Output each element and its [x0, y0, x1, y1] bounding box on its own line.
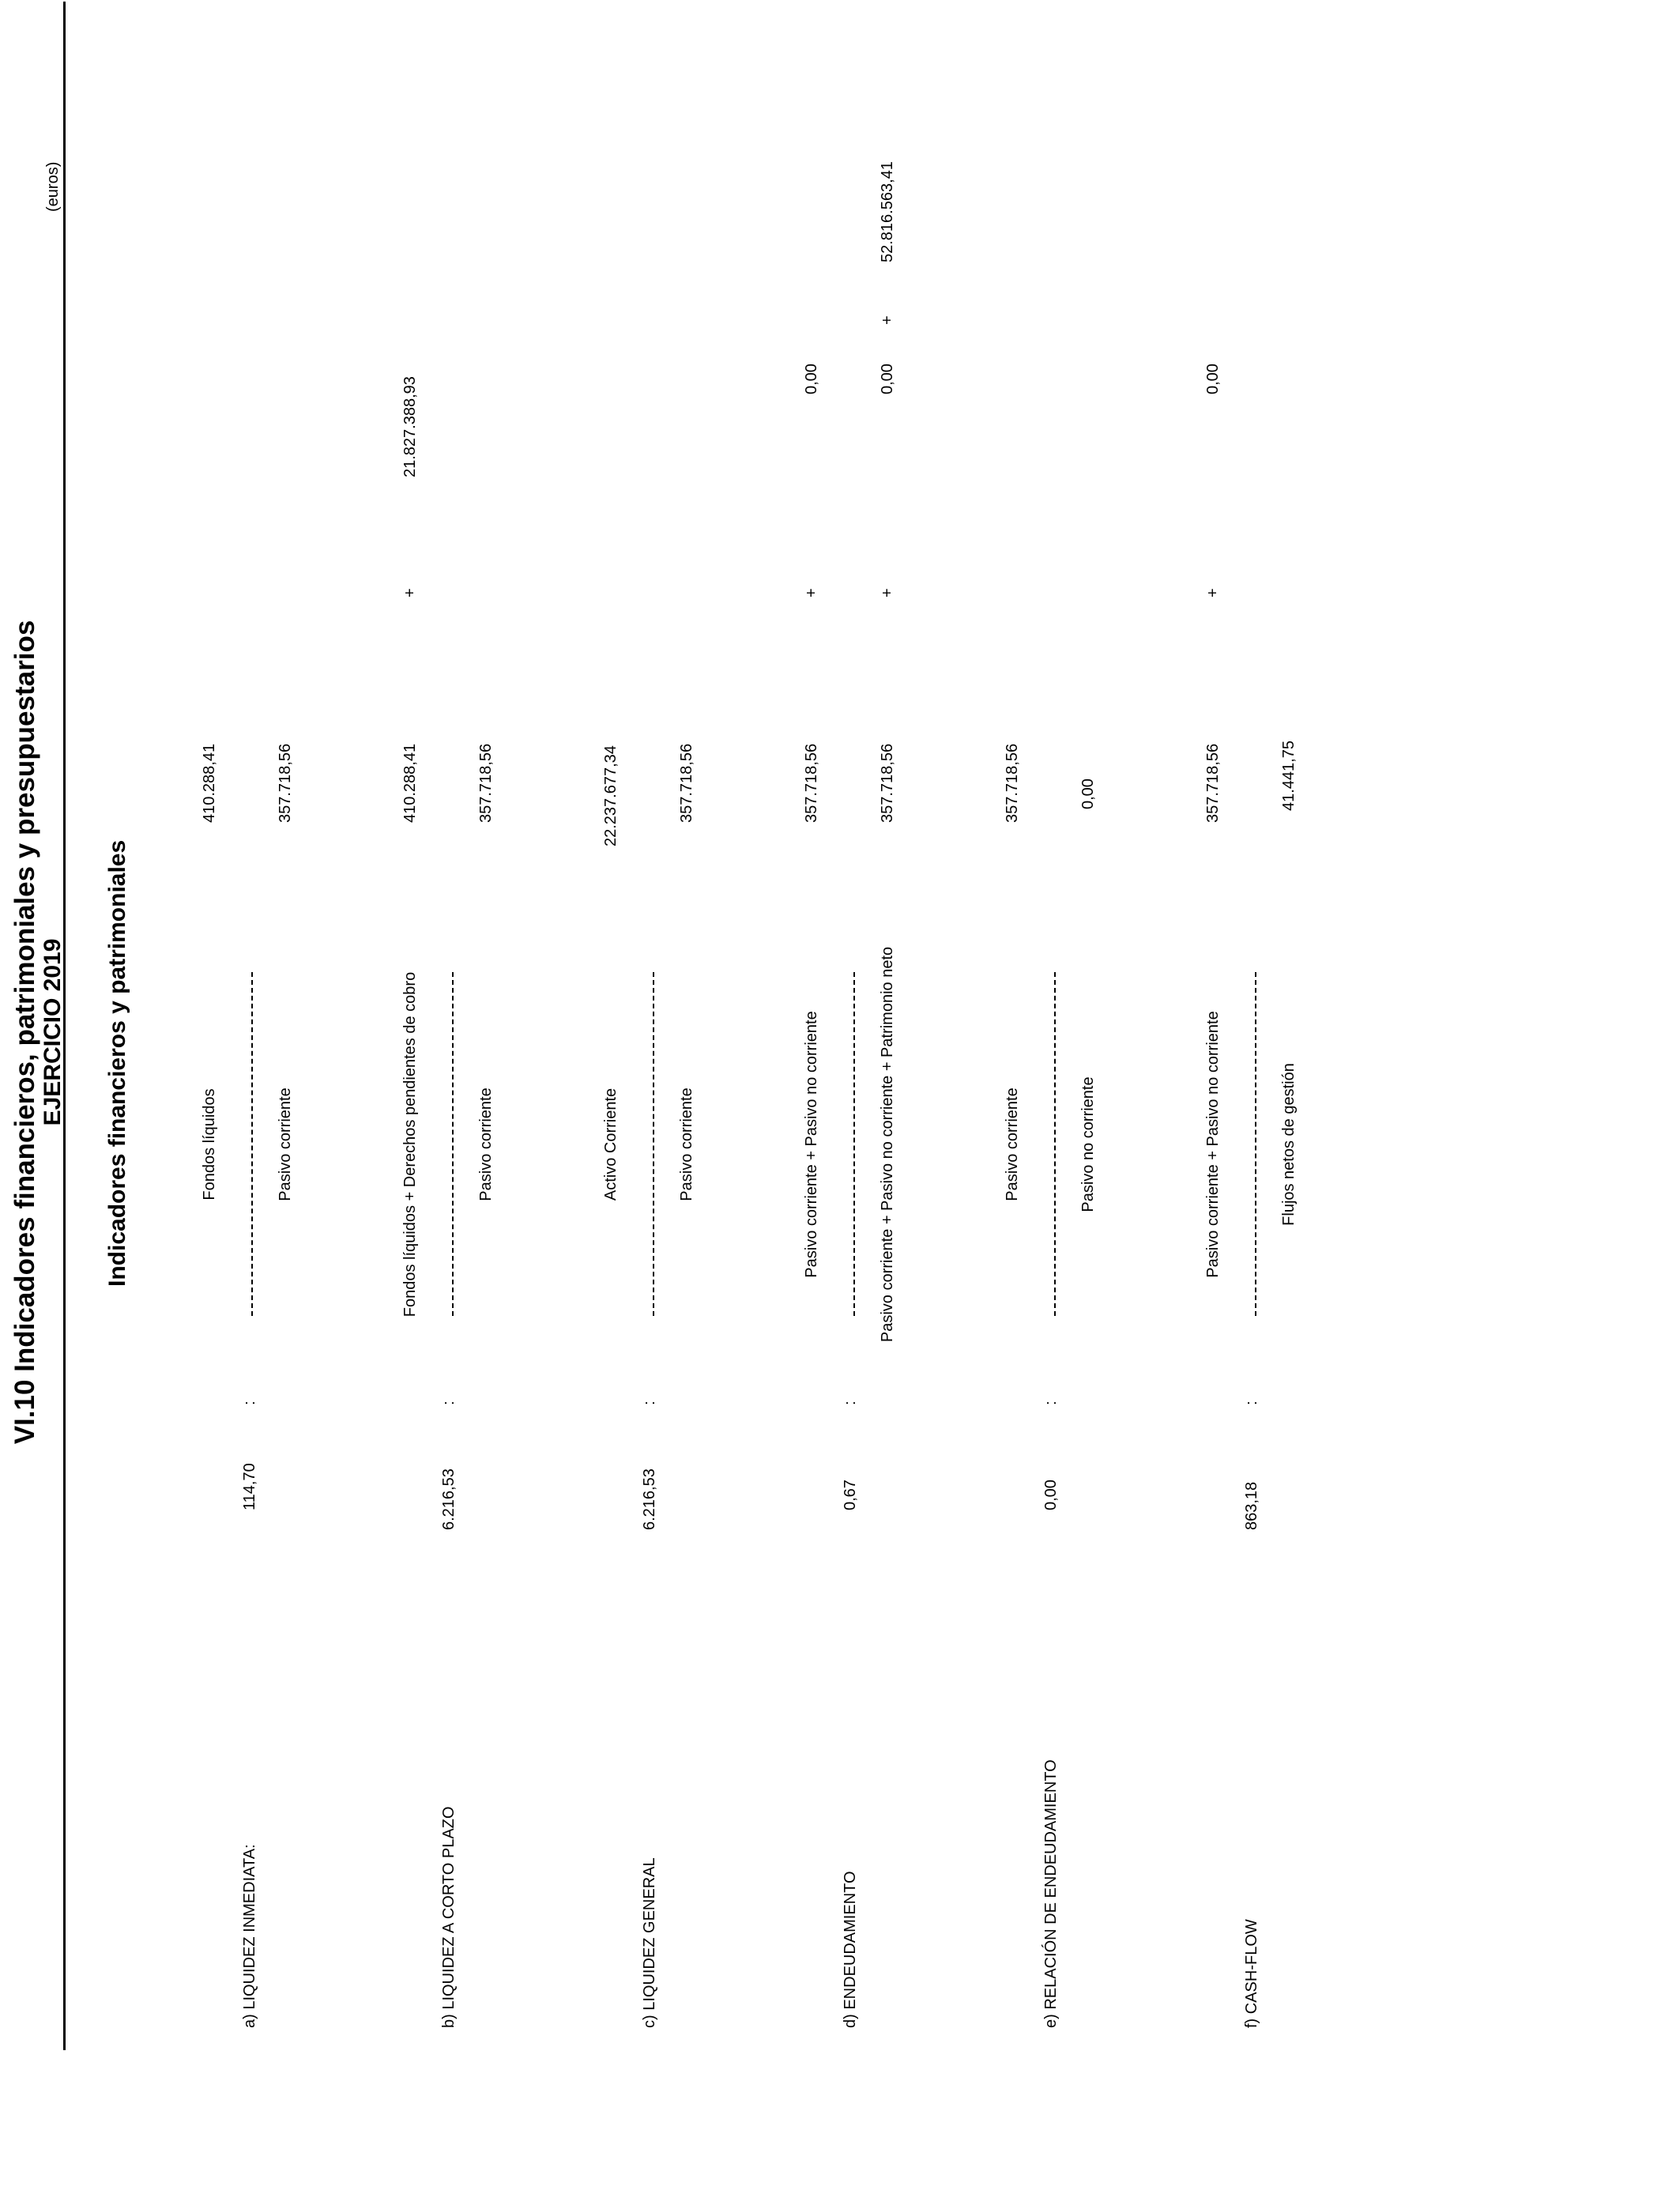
denominator-value: 357.718,56 [678, 743, 695, 823]
page-subtitle: EJERCICIO 2019 [40, 938, 66, 1126]
plus-sign: + [879, 315, 896, 325]
denominator-value: 0,00 [879, 364, 896, 394]
section-title: Indicadores financieros y patrimoniales [104, 839, 130, 1287]
numerator-value: 410.288,41 [201, 743, 218, 823]
indicator-value: 0,67 [842, 1480, 859, 1510]
indicator-label: b) LIQUIDEZ A CORTO PLAZO [440, 1806, 458, 2028]
numerator-label: Pasivo corriente + Pasivo no corriente [1204, 1011, 1222, 1278]
indicator-colon: : [241, 1400, 258, 1405]
numerator-label: Pasivo corriente [1004, 1088, 1021, 1201]
denominator-label: Pasivo corriente [477, 1088, 495, 1201]
numerator-value: 357.718,56 [1004, 743, 1021, 823]
fraction-line [1054, 972, 1056, 1316]
indicator-colon: : [440, 1400, 458, 1405]
numerator-value: 0,00 [803, 364, 820, 394]
header-rule [63, 2, 66, 2050]
indicator-label: d) ENDEUDAMIENTO [842, 1871, 859, 2028]
indicator-colon: : [1243, 1400, 1260, 1405]
indicator-colon: : [641, 1400, 658, 1405]
indicator-value: 0,00 [1042, 1480, 1060, 1510]
fraction-line [853, 972, 855, 1316]
fraction-line [251, 972, 253, 1316]
numerator-label: Pasivo corriente + Pasivo no corriente [803, 1011, 820, 1278]
denominator-value: 357.718,56 [879, 743, 896, 823]
numerator-value: 0,00 [1204, 364, 1222, 394]
indicator-label: a) LIQUIDEZ INMEDIATA: [241, 1844, 258, 2028]
numerator-label: Fondos líquidos [201, 1088, 218, 1201]
plus-sign: + [1204, 588, 1222, 598]
denominator-value: 41.441,75 [1280, 741, 1298, 811]
denominator-value: 357.718,56 [277, 743, 294, 823]
denominator-value: 0,00 [1079, 778, 1097, 809]
denominator-label: Flujos netos de gestión [1280, 1063, 1298, 1226]
indicator-colon: : [1042, 1400, 1060, 1405]
denominator-value: 52.816.563,41 [879, 161, 896, 262]
indicator-value: 6.216,53 [440, 1468, 458, 1530]
numerator-value: 21.827.388,93 [401, 376, 419, 477]
numerator-value: 357.718,56 [803, 743, 820, 823]
indicator-label: f) CASH-FLOW [1243, 1919, 1260, 2028]
numerator-label: Activo Corriente [602, 1088, 620, 1201]
indicator-label: e) RELACIÓN DE ENDEUDAMIENTO [1042, 1759, 1060, 2028]
indicator-label: c) LIQUIDEZ GENERAL [641, 1857, 658, 2028]
units-label: (euros) [44, 161, 62, 212]
plus-sign: + [879, 588, 896, 598]
fraction-line [452, 972, 454, 1316]
plus-sign: + [803, 588, 820, 598]
denominator-label: Pasivo no corriente [1079, 1076, 1097, 1212]
denominator-label: Pasivo corriente [277, 1088, 294, 1201]
indicator-value: 6.216,53 [641, 1468, 658, 1530]
numerator-value: 22.237.677,34 [602, 745, 620, 846]
indicator-value: 114,70 [241, 1463, 258, 1510]
indicator-colon: : [842, 1400, 859, 1405]
numerator-label: Fondos líquidos + Derechos pendientes de cobro [401, 971, 419, 1318]
numerator-value: 357.718,56 [1204, 743, 1222, 823]
plus-sign: + [401, 588, 419, 598]
denominator-value: 357.718,56 [477, 743, 495, 823]
denominator-label: Pasivo corriente + Pasivo no corriente + Patrimonio neto [879, 946, 896, 1343]
indicator-value: 863,18 [1243, 1481, 1260, 1530]
page-title: VI.10 Indicadores financieros, patrimoniales y presupuestarios [9, 620, 40, 1445]
fraction-line [653, 972, 654, 1316]
fraction-line [1255, 972, 1256, 1316]
numerator-value: 410.288,41 [401, 743, 419, 823]
denominator-label: Pasivo corriente [678, 1088, 695, 1201]
